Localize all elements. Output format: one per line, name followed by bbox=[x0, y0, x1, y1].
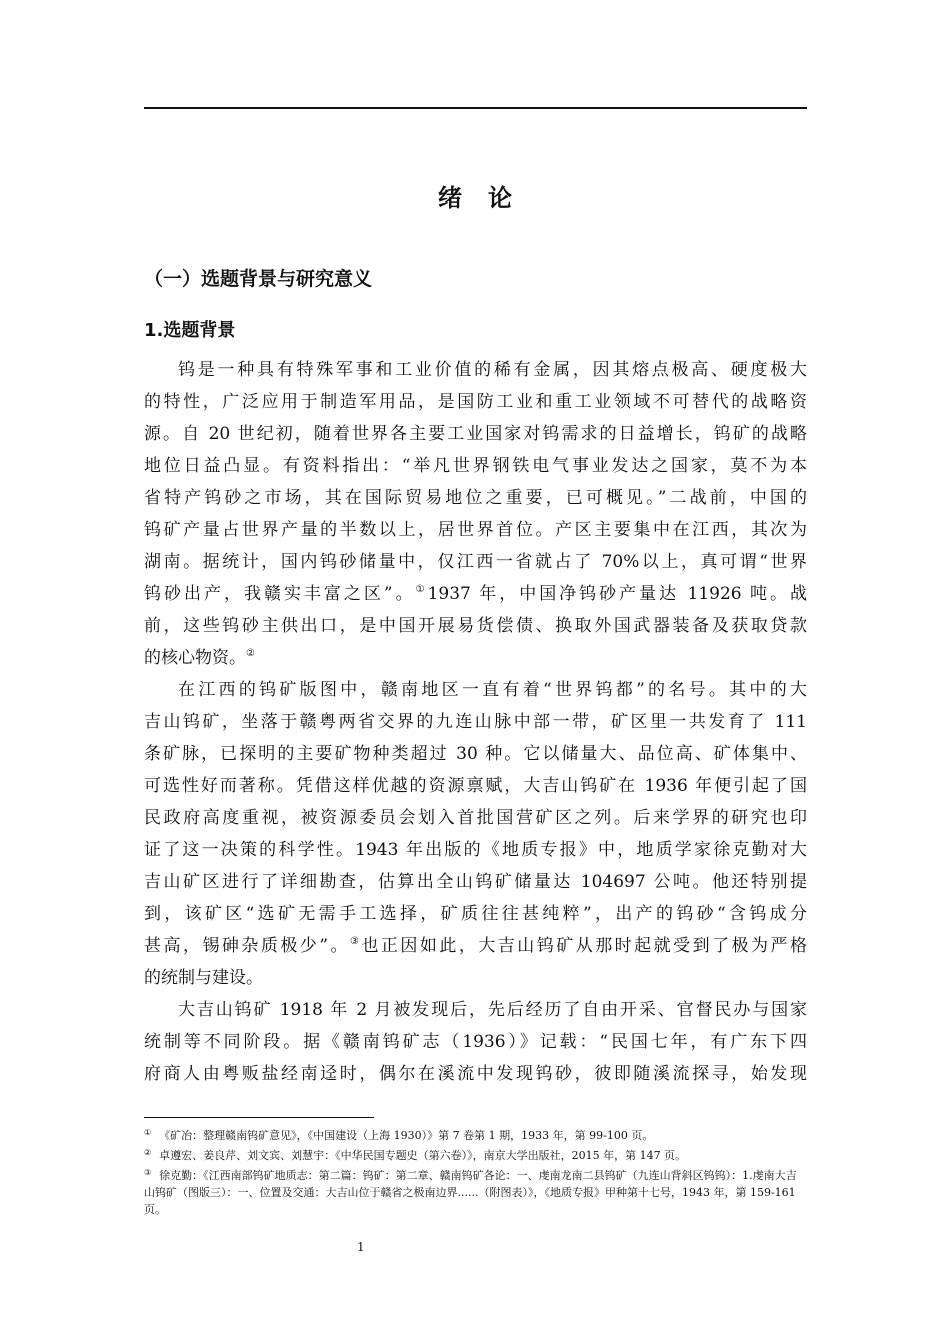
text-segment: 也正因如此，大吉山钨矿从那时起就受到了极为严格 bbox=[361, 936, 808, 956]
footnote-mark: ① bbox=[144, 1128, 152, 1137]
paragraph-3 bbox=[144, 994, 807, 1090]
text-line: 民政府高度重视，被资源委员会划入首批国营矿区之列。后来学界的研究也印 bbox=[144, 808, 807, 828]
text-line: 大吉山钨矿 1918 年 2 月被发现后，先后经历了自由开采、官督民办与国家 bbox=[178, 1000, 807, 1020]
footnote-ref-1[interactable]: ① bbox=[415, 584, 428, 595]
paragraph-2 bbox=[144, 674, 807, 994]
footnote-separator bbox=[144, 1117, 374, 1118]
text-line: 条矿脉，已探明的主要矿物种类超过 30 种。它以储量大、品位高、矿体集中、 bbox=[144, 744, 807, 764]
footnote-3 bbox=[144, 1164, 807, 1218]
body-text bbox=[144, 354, 807, 1090]
text-line: 吉山矿区进行了详细勘查，估算出全山钨矿储量达 104697 公吨。他还特别提 bbox=[144, 872, 807, 892]
footnote-mark: ③ bbox=[144, 1168, 152, 1177]
chapter-title bbox=[0, 178, 950, 213]
footnote-text: 《矿冶：整理赣南钨矿意见》，《中国建设（上海 1930）》第 7 卷第 1 期，1933 年，第 99-100 页。 bbox=[159, 1129, 654, 1142]
paragraph-1 bbox=[144, 354, 807, 674]
text-line: 的特性，广泛应用于制造军用品，是国防工业和重工业领域不可替代的战略资 bbox=[144, 392, 807, 412]
text-line: 湖南。据统计，国内钨砂储量中，仅江西一省就占了 70%以上，真可谓“世界 bbox=[144, 552, 807, 572]
footnote-1 bbox=[144, 1124, 807, 1144]
chapter-title-char-1: 绪 bbox=[438, 184, 462, 212]
footnote-text: 卓遵宏、姜良芹、刘文宾、刘慧宇：《中华民国专题史（第六卷）》，南京大学出版社，2015 年，第 147 页。 bbox=[159, 1149, 687, 1162]
page-number: 1 bbox=[357, 1240, 365, 1254]
text-segment: 的核心物资。 bbox=[144, 648, 246, 668]
footnote-2 bbox=[144, 1144, 807, 1164]
section-heading: （一）选题背景与研究意义 bbox=[144, 268, 373, 290]
footnotes bbox=[144, 1124, 807, 1218]
footnote-ref-3[interactable]: ③ bbox=[349, 936, 362, 947]
text-line: 证了这一决策的科学性。1943 年出版的《地质专报》中，地质学家徐克勤对大 bbox=[144, 840, 807, 860]
text-line: 地位日益凸显。有资料指出：“举凡世界钢铁电气事业发达之国家，莫不为本 bbox=[144, 456, 807, 476]
text-segment: 甚高，锡砷杂质极少”。 bbox=[144, 936, 350, 956]
text-line: 钨是一种具有特殊军事和工业价值的稀有金属，因其熔点极高、硬度极大 bbox=[178, 360, 807, 380]
text-segment: 钨砂出产，我赣实丰富之区”。 bbox=[144, 584, 416, 604]
footnote-mark: ② bbox=[144, 1148, 152, 1157]
text-line: 到，该矿区“选矿无需手工选择，矿质往往甚纯粹”，出产的钨砂“含钨成分 bbox=[144, 904, 807, 924]
footnote-text: 徐克勤：《江西南部钨矿地质志：第二篇：钨矿：第二章、赣南钨矿各论：一、虔南龙南二县钨矿（九连山背斜区钨钨）：1.虔南大吉山钨矿（图版三）：一、位置及交通：大吉山位于赣省之极南边界......（附图表）》，《地质专报》甲种第十七号，1943 年，第 159-161 页。 bbox=[144, 1169, 797, 1216]
text-line: 府商人由粤贩盐经南迳时，偶尔在溪流中发现钨砂，彼即随溪流探寻，始发现 bbox=[144, 1064, 807, 1084]
text-line: 源。自 20 世纪初，随着世界各主要工业国家对钨需求的日益增长，钨矿的战略 bbox=[144, 424, 807, 444]
text-line: 在江西的钨矿版图中，赣南地区一直有着“世界钨都”的名号。其中的大 bbox=[178, 680, 807, 700]
text-line: 吉山钨矿，坐落于赣粤两省交界的九连山脉中部一带，矿区里一共发育了 111 bbox=[144, 712, 807, 732]
text-segment: 1937 年，中国净钨砂产量达 11926 吨。战 bbox=[427, 584, 807, 604]
footnote-ref-2[interactable]: ② bbox=[246, 648, 255, 659]
text-line: 前，这些钨砂主供出口，是中国开展易货偿债、换取外国武器装备及获取贷款 bbox=[144, 616, 807, 636]
text-line: 统制等不同阶段。据《赣南钨矿志（1936）》记载：“民国七年，有广东下四 bbox=[144, 1032, 807, 1052]
text-line: 省特产钨砂之市场，其在国际贸易地位之重要，已可概见。”二战前，中国的 bbox=[144, 488, 807, 508]
header-rule bbox=[144, 107, 807, 109]
chapter-title-char-2: 论 bbox=[488, 184, 512, 212]
text-line bbox=[144, 642, 807, 674]
text-line bbox=[144, 578, 807, 610]
text-line: 可选性好而著称。凭借这样优越的资源禀赋，大吉山钨矿在 1936 年便引起了国 bbox=[144, 776, 807, 796]
text-line: 钨矿产量占世界产量的半数以上，居世界首位。产区主要集中在江西，其次为 bbox=[144, 520, 807, 540]
subsection-heading: 1.选题背景 bbox=[144, 320, 236, 341]
text-line bbox=[144, 930, 807, 962]
text-line: 的统制与建设。 bbox=[144, 968, 263, 988]
